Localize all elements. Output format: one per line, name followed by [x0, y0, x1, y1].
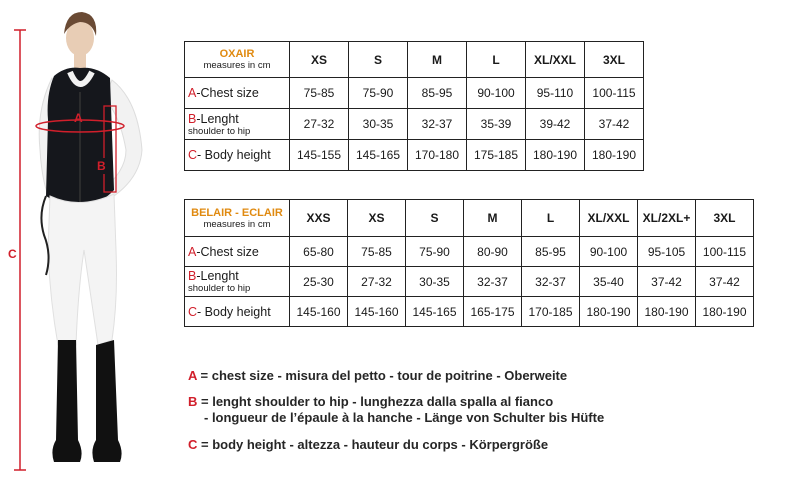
table-brand-cell [185, 200, 290, 237]
row-label [185, 297, 290, 327]
size-header: XS [290, 42, 349, 78]
table-cell: 100-115 [585, 78, 644, 109]
table-cell: 35-39 [467, 109, 526, 140]
legend-key: B [188, 394, 198, 409]
row-letter: B [188, 269, 197, 283]
row-label [185, 78, 290, 109]
size-header: XXS [290, 200, 348, 237]
legend-text: = chest size - misura del petto - tour de poitrine - Oberweite [196, 368, 568, 383]
table-cell: 145-155 [290, 140, 349, 171]
marker-c-label: C [8, 247, 17, 261]
table-cell: 95-105 [638, 237, 696, 267]
table-cell: 32-37 [464, 267, 522, 297]
table-cell: 75-90 [406, 237, 464, 267]
table-cell: 85-95 [522, 237, 580, 267]
size-header: XS [348, 200, 406, 237]
row-label [185, 109, 290, 140]
table-cell: 27-32 [290, 109, 349, 140]
legend-key: C [188, 437, 198, 452]
table-cell: 180-190 [638, 297, 696, 327]
table-cell: 75-90 [349, 78, 408, 109]
legend-text: = body height - altezza - hauteur du corps - Körpergröße [197, 437, 549, 452]
table-brand-cell [185, 42, 290, 78]
brand-name: OXAIR [219, 48, 255, 60]
row-letter: A [188, 244, 197, 259]
row-sublabel: shoulder to hip [188, 283, 251, 294]
marker-b-label: B [97, 159, 106, 173]
table-cell: 37-42 [585, 109, 644, 140]
row-sublabel: shoulder to hip [188, 125, 251, 137]
marker-a-label: A [74, 111, 83, 125]
table-header-row [185, 200, 754, 237]
legend-key: A [188, 368, 197, 383]
table-cell: 170-185 [522, 297, 580, 327]
legend-b-continued [204, 410, 604, 426]
unit-label: measures in cm [203, 218, 271, 230]
unit-label: measures in cm [203, 60, 271, 71]
table-cell: 75-85 [348, 237, 406, 267]
table-cell: 145-160 [348, 297, 406, 327]
size-header: XL/XXL [580, 200, 638, 237]
table-row [185, 109, 644, 140]
row-label [185, 237, 290, 267]
table-cell: 180-190 [585, 140, 644, 171]
row-letter: C [188, 304, 198, 319]
table-row [185, 297, 754, 327]
table-row [185, 237, 754, 267]
table-cell: 32-37 [522, 267, 580, 297]
table-cell: 75-85 [290, 78, 349, 109]
table-cell: 30-35 [349, 109, 408, 140]
belair-eclair-size-table [184, 199, 754, 327]
table-cell: 90-100 [580, 237, 638, 267]
size-header: L [467, 42, 526, 78]
row-letter: A [188, 86, 197, 100]
table-cell: 165-175 [464, 297, 522, 327]
table-cell: 80-90 [464, 237, 522, 267]
size-header: 3XL [696, 200, 754, 237]
table-cell: 145-165 [349, 140, 408, 171]
table-cell: 95-110 [526, 78, 585, 109]
row-label-text: -Chest size [196, 244, 259, 259]
row-label [185, 267, 290, 297]
table-row [185, 140, 644, 171]
row-letter: B [188, 111, 197, 126]
table-cell: 65-80 [290, 237, 348, 267]
legend-c [188, 437, 548, 453]
legend-text: - longueur de l’épaule à la hanche - Länge von Schulter bis Hüfte [204, 410, 605, 425]
size-header: L [522, 200, 580, 237]
size-header: M [408, 42, 467, 78]
table-cell: 145-160 [290, 297, 348, 327]
oxair-size-table [184, 41, 644, 171]
table-cell: 175-185 [467, 140, 526, 171]
table-cell: 30-35 [406, 267, 464, 297]
table-row [185, 267, 754, 297]
table-cell: 170-180 [408, 140, 467, 171]
row-label-text: -Chest size [196, 86, 259, 100]
brand-name: BELAIR - ECLAIR [191, 206, 283, 219]
size-header: XL/2XL+ [638, 200, 696, 237]
table-cell: 180-190 [526, 140, 585, 171]
size-header: S [406, 200, 464, 237]
table-row [185, 78, 644, 109]
table-cell: 35-40 [580, 267, 638, 297]
table-cell: 180-190 [696, 297, 754, 327]
legend-b [188, 394, 553, 410]
size-header: M [464, 200, 522, 237]
row-label-text: - Body height [197, 148, 271, 162]
table-cell: 32-37 [408, 109, 467, 140]
table-cell: 85-95 [408, 78, 467, 109]
table-cell: 39-42 [526, 109, 585, 140]
row-letter: C [188, 148, 198, 162]
size-header: XL/XXL [526, 42, 585, 78]
legend-text: = lenght shoulder to hip - lunghezza dalla spalla al fianco [197, 394, 554, 409]
row-label-text: -Lenght [196, 269, 239, 283]
table-cell: 27-32 [348, 267, 406, 297]
table-cell: 37-42 [696, 267, 754, 297]
table-cell: 25-30 [290, 267, 348, 297]
rider-figure-illustration [0, 0, 180, 497]
table-cell: 37-42 [638, 267, 696, 297]
table-cell: 100-115 [696, 237, 754, 267]
table-cell: 90-100 [467, 78, 526, 109]
size-header: 3XL [585, 42, 644, 78]
row-label-text: - Body height [197, 304, 271, 319]
row-label [185, 140, 290, 171]
table-header-row [185, 42, 644, 78]
size-header: S [349, 42, 408, 78]
table-cell: 180-190 [580, 297, 638, 327]
row-label-text: -Lenght [196, 111, 239, 126]
legend-a [188, 368, 567, 384]
table-cell: 145-165 [406, 297, 464, 327]
